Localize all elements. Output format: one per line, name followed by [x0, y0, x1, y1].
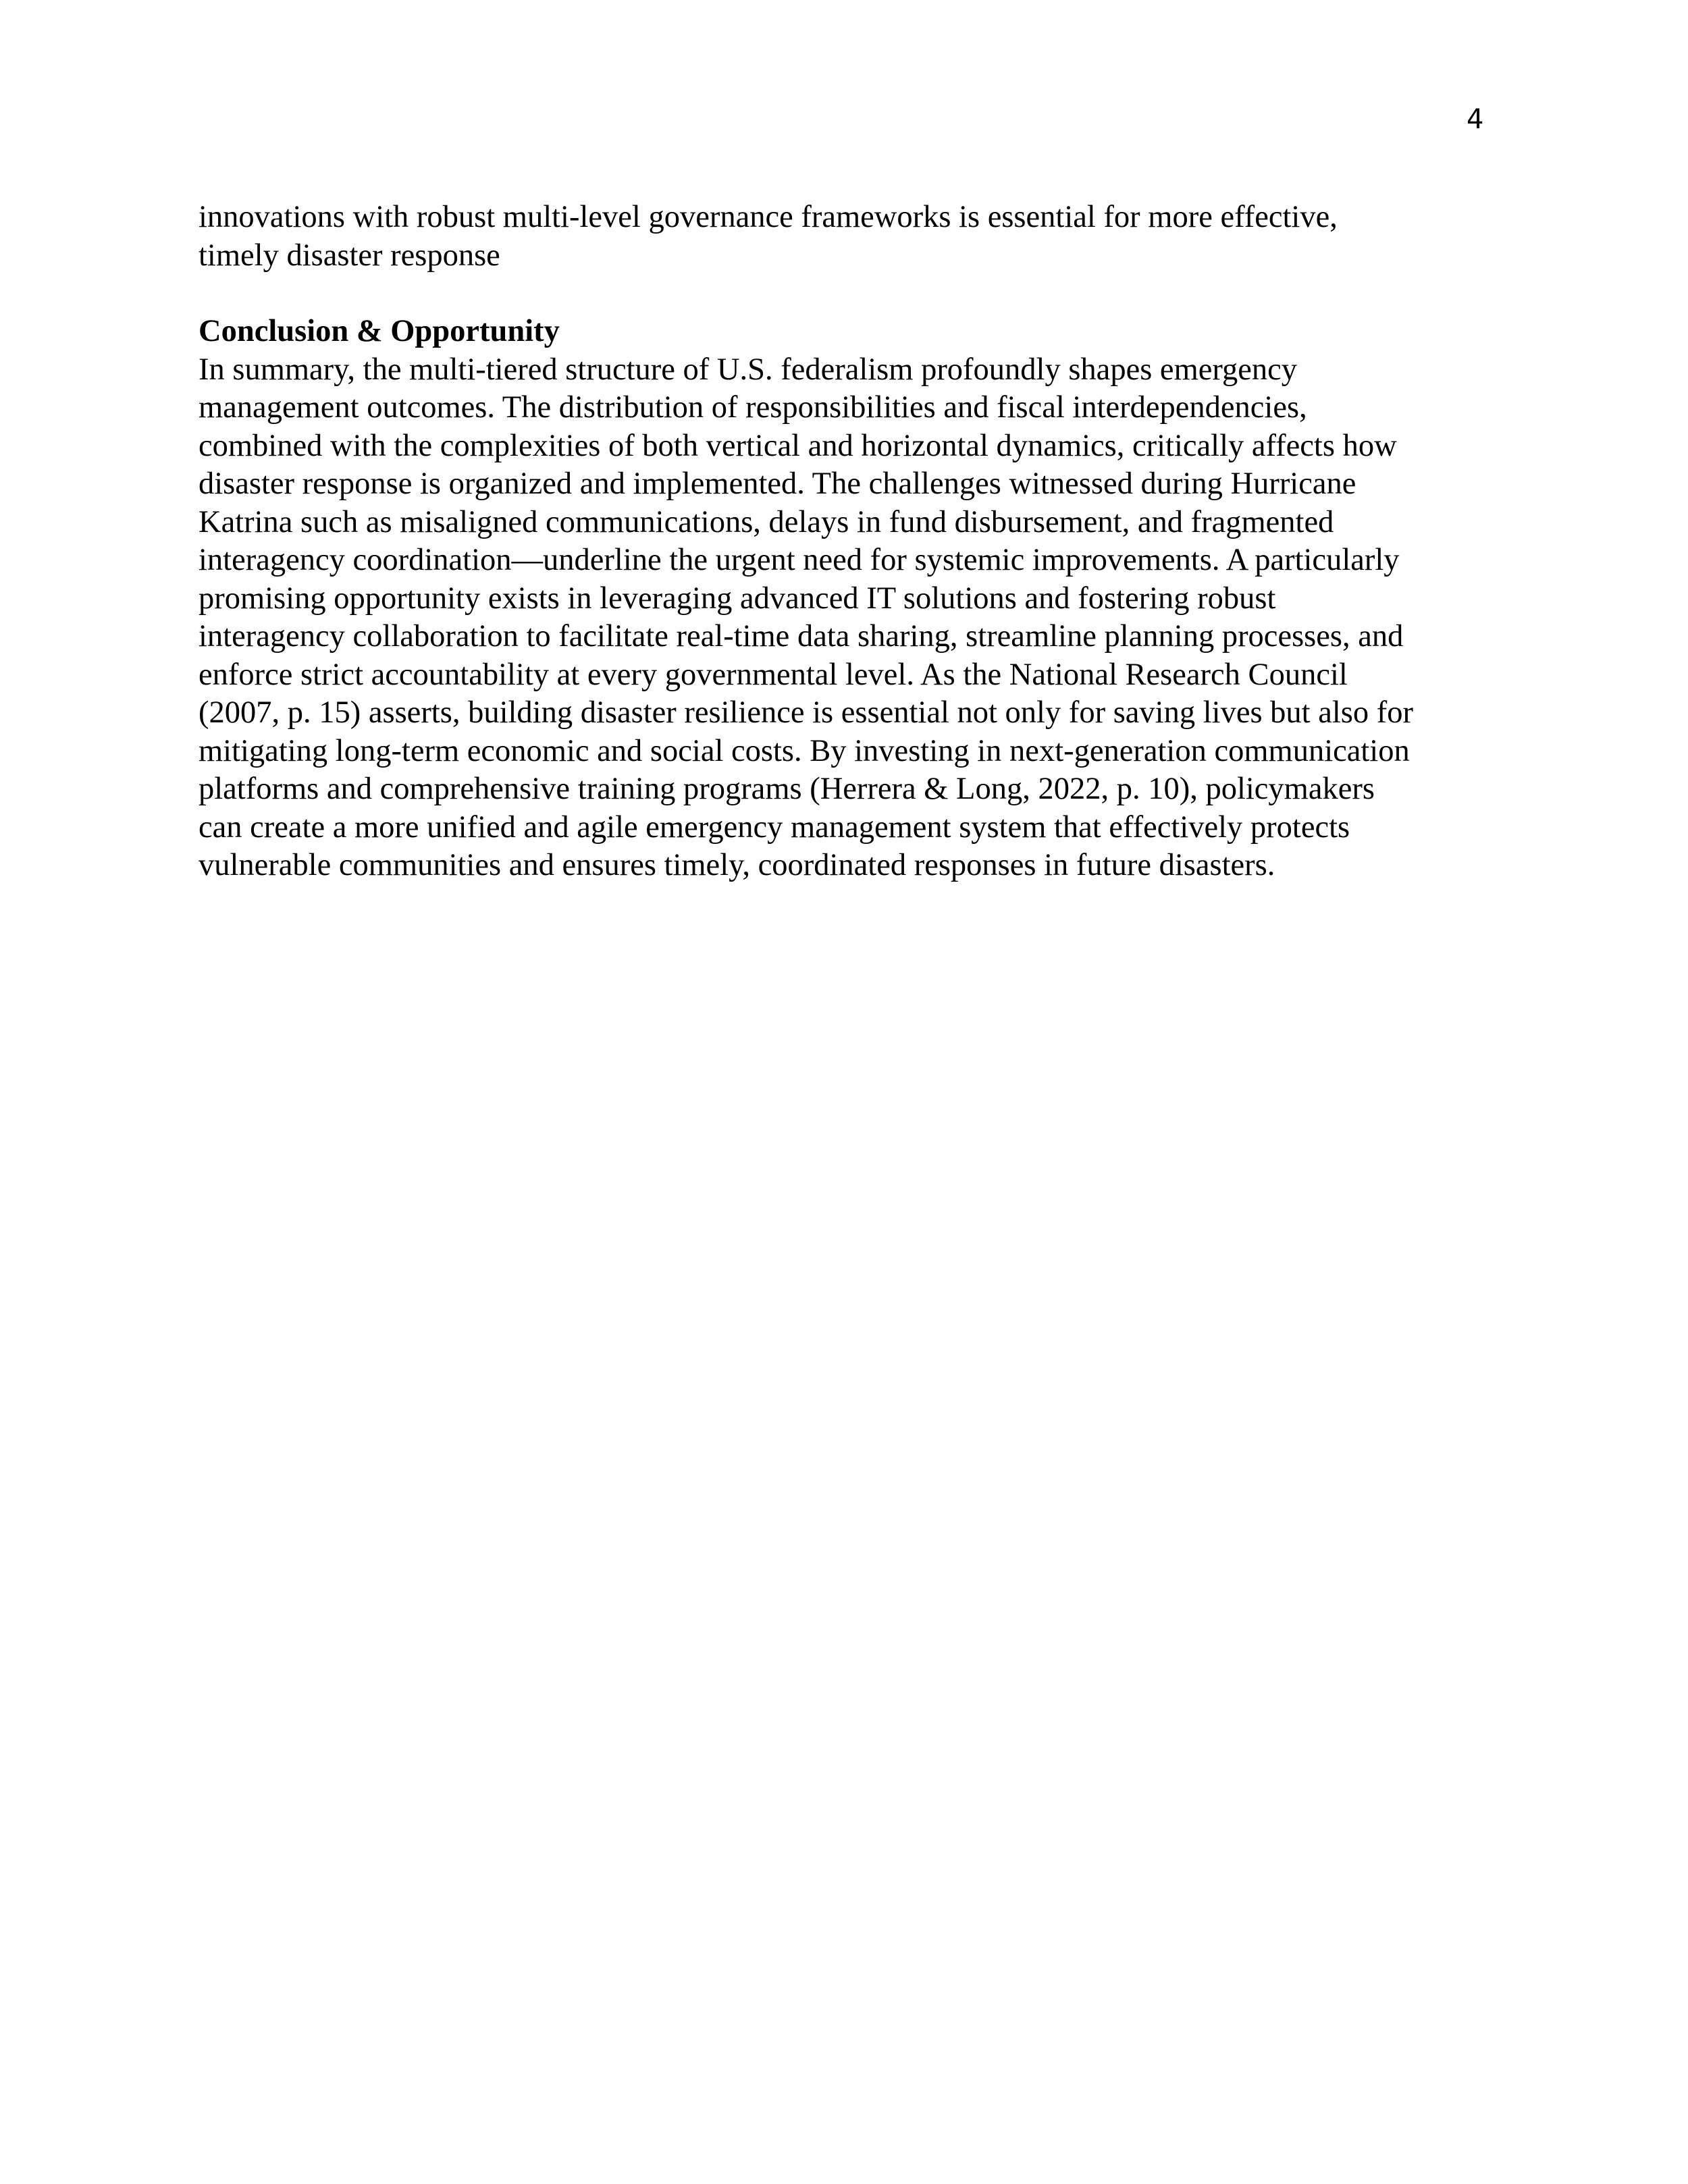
conclusion-section	[199, 313, 1522, 885]
paragraph-line: mitigating long-term economic and social costs. By investing in next-generation communication	[199, 733, 1410, 768]
section-heading: Conclusion & Opportunity	[199, 314, 560, 348]
page-number: 4	[1467, 104, 1484, 135]
paragraph-line: disaster response is organized and implemented. The challenges witnessed during Hurricane	[199, 467, 1356, 501]
carry-over-paragraph	[199, 198, 1522, 275]
paragraph-line: promising opportunity exists in leveraging advanced IT solutions and fostering robust	[199, 581, 1276, 616]
paragraph-line: interagency collaboration to facilitate real-time data sharing, streamline planning processes, and	[199, 619, 1404, 654]
paragraph-line: Katrina such as misaligned communications, delays in fund disbursement, and fragmented	[199, 504, 1334, 539]
paragraph-line: management outcomes. The distribution of responsibilities and fiscal interdependencies,	[199, 390, 1307, 425]
paragraph-line: enforce strict accountability at every governmental level. As the National Research Council	[199, 657, 1348, 692]
paragraph-line: can create a more unified and agile emergency management system that effectively protects	[199, 809, 1350, 845]
paragraph-line: interagency coordination—underline the urgent need for systemic improvements. A particularly	[199, 543, 1400, 577]
paragraph-line: innovations with robust multi-level governance frameworks is essential for more effective,	[199, 200, 1338, 234]
paragraph-line: (2007, p. 15) asserts, building disaster resilience is essential not only for saving lives but also for	[199, 695, 1413, 730]
paragraph-line: platforms and comprehensive training programs (Herrera & Long, 2022, p. 10), policymakers	[199, 772, 1375, 806]
paragraph-line: In summary, the multi-tiered structure of U.S. federalism profoundly shapes emergency	[199, 352, 1298, 387]
paragraph-line: timely disaster response	[199, 238, 500, 273]
paragraph-line: combined with the complexities of both vertical and horizontal dynamics, critically affects how	[199, 428, 1397, 463]
paragraph-line: vulnerable communities and ensures timely, coordinated responses in future disasters.	[199, 848, 1275, 882]
